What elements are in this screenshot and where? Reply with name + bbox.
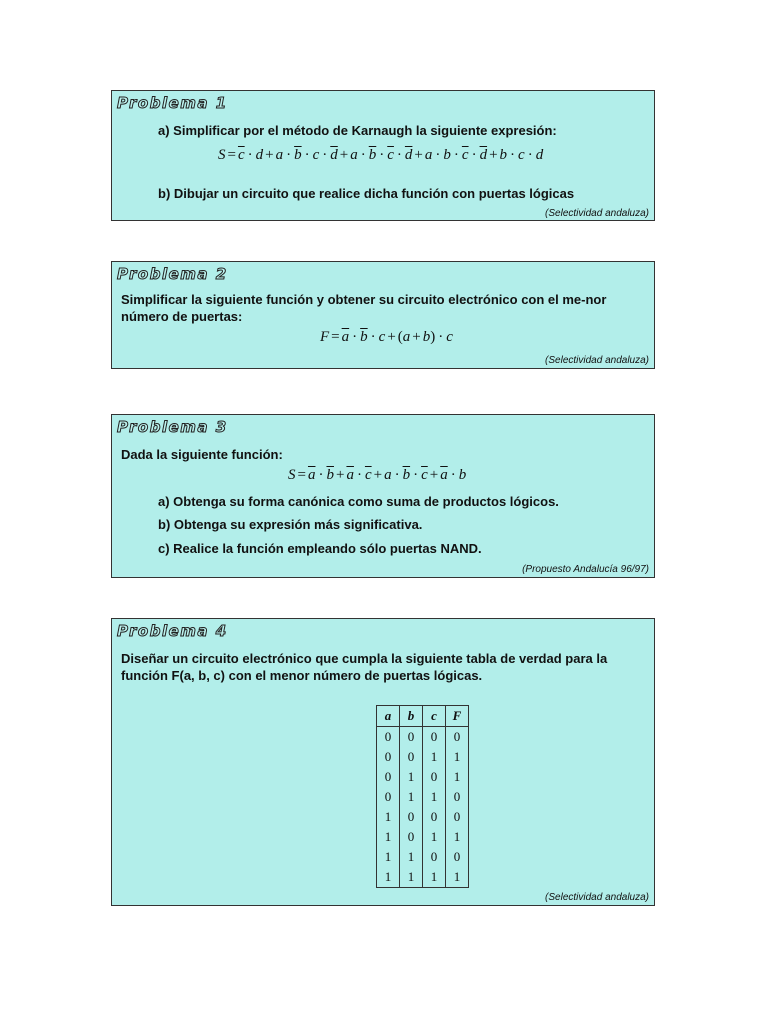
problem-title: Problema 2 <box>117 265 228 283</box>
table-cell: 0 <box>446 727 469 748</box>
table-cell: 1 <box>446 867 469 888</box>
problem-source: (Propuesto Andalucía 96/97) <box>522 564 649 575</box>
column-header: c <box>423 706 446 727</box>
problem-1-part-a: a) Simplificar por el método de Karnaugh la siguiente expresión: <box>158 123 557 138</box>
problem-title: Problema 4 <box>117 622 228 640</box>
table-cell: 0 <box>400 807 423 827</box>
problem-source: (Selectividad andaluza) <box>545 892 649 903</box>
problem-3-expression: $S = \overline{a} \cdot \overline{b} + \overline{a} \cdot \overline{c} + a \cdot \overline{b} \cdot \overline{c} + \overline{a} \cdot b$ <box>288 467 467 483</box>
table-cell: 1 <box>423 787 446 807</box>
table-cell: 0 <box>423 807 446 827</box>
problem-2-expression: $F = \overline{a} \cdot \overline{b} \cdot c + (a + b) \cdot c$ <box>320 329 453 345</box>
problem-3-box <box>111 414 655 578</box>
problem-2-box <box>111 261 655 369</box>
problem-source: (Selectividad andaluza) <box>545 208 649 219</box>
problem-2-text: Simplificar la siguiente función y obtener su circuito electrónico con el me-nor número de puertas: <box>121 292 607 324</box>
table-cell: 1 <box>423 827 446 847</box>
column-header: a <box>377 706 400 727</box>
table-cell: 0 <box>377 767 400 787</box>
truth-table-header <box>377 706 469 727</box>
table-cell: 1 <box>446 747 469 767</box>
problem-4-text: Diseñar un circuito electrónico que cumpla la siguiente tabla de verdad para la función F(a, b, c) con el menor número de puertas lógicas. <box>121 651 608 683</box>
problem-3-part-a: a) Obtenga su forma canónica como suma de productos lógicos. <box>158 494 559 509</box>
table-cell: 0 <box>423 767 446 787</box>
table-cell: 1 <box>377 867 400 888</box>
table-cell: 0 <box>446 807 469 827</box>
problem-title: Problema 1 <box>117 94 228 112</box>
table-cell: 1 <box>377 847 400 867</box>
problem-3-part-b: b) Obtenga su expresión más significativa. <box>158 517 423 532</box>
table-cell: 1 <box>400 867 423 888</box>
table-cell: 0 <box>377 727 400 748</box>
table-cell: 1 <box>377 827 400 847</box>
problem-source: (Selectividad andaluza) <box>545 355 649 366</box>
table-cell: 1 <box>446 827 469 847</box>
problem-4-box <box>111 618 655 906</box>
problem-1-box <box>111 90 655 221</box>
table-row <box>377 827 469 847</box>
table-cell: 1 <box>400 787 423 807</box>
column-header: b <box>400 706 423 727</box>
table-row <box>377 767 469 787</box>
truth-table <box>376 705 469 888</box>
table-row <box>377 727 469 748</box>
table-row <box>377 847 469 867</box>
table-cell: 1 <box>400 847 423 867</box>
table-row <box>377 807 469 827</box>
problem-1-part-b: b) Dibujar un circuito que realice dicha función con puertas lógicas <box>158 186 575 201</box>
table-cell: 1 <box>423 747 446 767</box>
table-row <box>377 867 469 888</box>
table-cell: 0 <box>446 787 469 807</box>
column-header: F <box>446 706 469 727</box>
table-cell: 1 <box>400 767 423 787</box>
table-cell: 0 <box>400 827 423 847</box>
table-cell: 0 <box>400 747 423 767</box>
table-cell: 0 <box>377 787 400 807</box>
table-cell: 1 <box>423 867 446 888</box>
table-cell: 1 <box>446 767 469 787</box>
table-cell: 0 <box>446 847 469 867</box>
table-row <box>377 747 469 767</box>
table-cell: 0 <box>377 747 400 767</box>
problem-3-part-c: c) Realice la función empleando sólo puertas NAND. <box>158 541 482 556</box>
problem-3-intro: Dada la siguiente función: <box>121 447 283 462</box>
table-cell: 0 <box>423 847 446 867</box>
problem-1-expression: $S = \overline{c} \cdot d + a \cdot \overline{b} \cdot c \cdot \overline{d} + a \cdot \overline{b} \cdot \overline{c} \cdot \overline{d} + a \cdot b \cdot \overline{c} \cdot \overline{d} + b \cdot c \cdot d$ <box>218 147 544 163</box>
table-row <box>377 787 469 807</box>
table-cell: 0 <box>423 727 446 748</box>
table-cell: 0 <box>400 727 423 748</box>
problem-title: Problema 3 <box>117 418 228 436</box>
table-cell: 1 <box>377 807 400 827</box>
